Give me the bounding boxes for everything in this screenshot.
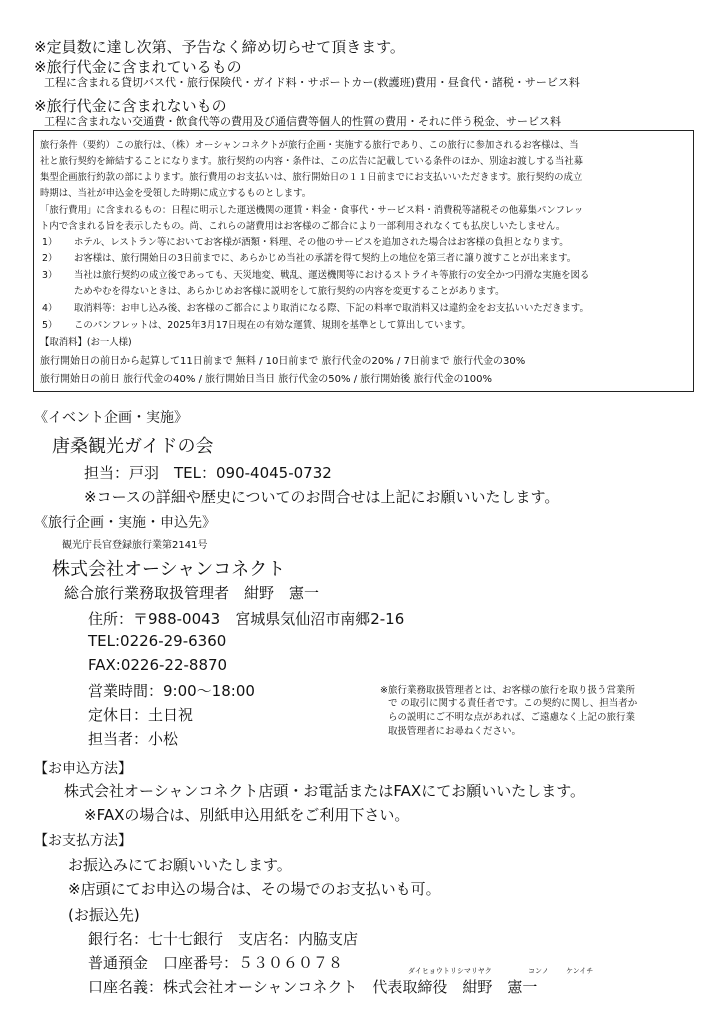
- agency-company: 株式会社オーシャンコネクト: [52, 559, 286, 580]
- terms-item-number: 2）: [42, 253, 58, 264]
- agency-holiday: 定休日：土日祝: [88, 706, 194, 724]
- manager-note: 取扱管理者にお尋ねください。: [388, 726, 522, 737]
- terms-line: ト内で含まれる旨を表示したもの。尚、これらの諸費用はお客様のご都合により一部利用されなくても払戻しいたしません。: [40, 221, 566, 232]
- event-heading: 《イベント企画・実施》: [34, 410, 188, 426]
- terms-item-text: 当社は旅行契約の成立後であっても、天災地変、戦乱、運送機関等におけるストライキ等旅行の安全かつ円滑な実施を図る: [74, 270, 590, 281]
- terms-line: 旅行条件（要約）この旅行は、（株）オーシャンコネクトが旅行企画・実施する旅行であり、この旅行に参加されるお客様は、当: [40, 140, 579, 151]
- payment-method: お振込みにてお願いいたします。: [68, 856, 292, 874]
- furigana-given: ケンイチ: [566, 967, 594, 975]
- terms-line: 時期は、当社が申込金を受領した時期に成立するものとします。: [40, 188, 312, 199]
- account-number: 普通預金 口座番号：５３０６０７８: [88, 954, 344, 972]
- furigana-surname: コンノ: [528, 967, 549, 975]
- payment-heading: 【お支払方法】: [34, 833, 132, 849]
- terms-item-number: 5）: [42, 320, 58, 331]
- event-inquiry-note: ※コースの詳細や歴史についてのお問合せは上記にお願いいたします。: [84, 488, 560, 506]
- agency-manager: 総合旅行業務取扱管理者 紺野 憲一: [64, 584, 320, 602]
- agency-registration: 観光庁長官登録旅行業第2141号: [62, 540, 208, 551]
- terms-box: [33, 130, 694, 392]
- agency-staff: 担当者：小松: [88, 730, 179, 748]
- excluded-detail: 工程に含まれない交通費・飲食代等の費用及び通信費等個人的性質の費用・それに伴う税金、サービス料: [44, 115, 561, 128]
- agency-fax: FAX:0226-22-8870: [88, 656, 228, 674]
- included-detail: 工程に含まれる貸切バス代・旅行保険代・ガイド料・サポートカー(救護班)費用・昼食代・諸税・サービス料: [44, 76, 580, 89]
- terms-item-text: ホテル、レストラン等においてお客様が酒類・料理、その他のサービスを追加された場合はお客様の負担となります。: [74, 237, 569, 248]
- terms-item-text: 取消料等：お申し込み後、お客様のご都合により取消になる際、下記の料率で取消料又は違約金をお支払いいただきます。: [74, 303, 589, 314]
- account-holder: 口座名義：株式会社オーシャンコネクト 代表取締役 紺野 憲一: [88, 978, 538, 996]
- terms-line: 「旅行費用」に含まれるもの：日程に明示した運送機関の運賃・料金・食事代・サービス料・消費税等諸税その他募集パンフレッ: [40, 205, 584, 216]
- application-fax-note: ※FAXの場合は、別紙申込用紙をご利用下さい。: [84, 806, 410, 824]
- terms-item-number: 1）: [42, 237, 58, 248]
- application-heading: 【お申込方法】: [34, 761, 132, 777]
- terms-line: 集型企画旅行約款の部によります。旅行費用のお支払いは、旅行開始日の１１日前までにお支払いいただきます。旅行契約の成立: [40, 172, 583, 183]
- agency-heading: 《旅行企画・実施・申込先》: [34, 515, 216, 531]
- excluded-heading: ※旅行代金に含まれないもの: [34, 97, 227, 115]
- event-organizer: 唐桑観光ガイドの会: [52, 436, 214, 457]
- terms-item-text: このパンフレットは、2025年3月17日現在の有効な運賃、規則を基準として算出しています。: [74, 320, 471, 331]
- transfer-heading: (お振込先): [68, 906, 140, 924]
- event-contact: 担当：戸羽 TEL：090-4045-0732: [84, 464, 332, 482]
- agency-hours: 営業時間：9:00〜18:00: [88, 682, 255, 700]
- manager-note: ※旅行業務取扱管理者とは、お客様の旅行を取り扱う営業所: [380, 685, 635, 696]
- included-heading: ※旅行代金に含まれているもの: [34, 58, 242, 76]
- terms-item-number: 3）: [42, 270, 58, 281]
- agency-tel: TEL:0226-29-6360: [88, 632, 227, 650]
- terms-item-text: ためやむを得ないときは、あらかじめお客様に説明をして旅行契約の内容を変更することがあります。: [74, 286, 505, 297]
- application-method: 株式会社オーシャンコネクト店頭・お電話またはFAXにてお願いいたします。: [64, 782, 585, 800]
- terms-item-number: 4）: [42, 303, 58, 314]
- cancel-heading: 【取消料】(お一人様): [40, 337, 132, 348]
- agency-address: 住所：〒988-0043 宮城県気仙沼市南郷2-16: [88, 610, 405, 628]
- cancel-line: 旅行開始日の前日 旅行代金の40% / 旅行開始日当日 旅行代金の50% / 旅行開始後 旅行代金の100%: [40, 374, 493, 385]
- payment-store-note: ※店頭にてお申込の場合は、その場でのお支払いも可。: [68, 880, 441, 898]
- capacity-note: ※定員数に達し次第、予告なく締め切らせて頂きます。: [34, 38, 405, 56]
- bank-info: 銀行名：七十七銀行 支店名：内脇支店: [88, 930, 359, 948]
- manager-note: で の取引に関する責任者です。この契約に関し、担当者か: [388, 698, 638, 709]
- terms-line: 社と旅行契約を締結することになります。旅行契約の内容・条件は、この広告に記載している条件のほか、別途お渡しする当社募: [40, 156, 584, 167]
- furigana-title: ダイヒョウトリシマリヤク: [408, 967, 492, 975]
- terms-item-text: お客様は、旅行開始日の3日前までに、あらかじめ当社の承諾を得て契約上の地位を第三者に譲り渡すことが出来ます。: [74, 253, 577, 264]
- cancel-line: 旅行開始日の前日から起算して11日前まで 無料 / 10日前まで 旅行代金の20% / 7日前まで 旅行代金の30%: [40, 356, 526, 367]
- manager-note: らの説明にご不明な点があれば、ご遠慮なく上記の旅行業: [388, 712, 636, 723]
